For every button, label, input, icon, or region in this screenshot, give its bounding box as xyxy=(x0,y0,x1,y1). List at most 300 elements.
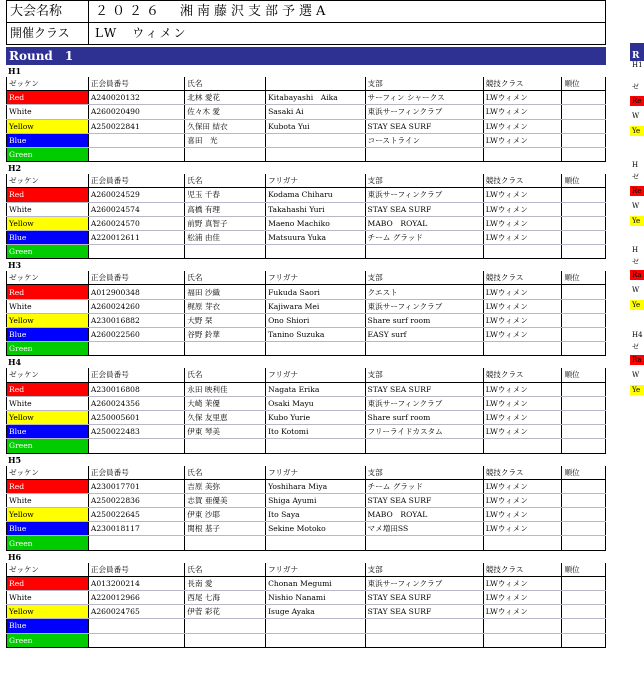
heat-label: H6 xyxy=(8,551,22,562)
competition-class: LWウィメン xyxy=(483,285,562,299)
rank-cell[interactable] xyxy=(562,216,606,230)
surfer-furigana: Isuge Ayaka xyxy=(266,605,365,619)
surfer-name: 児玉 千春 xyxy=(185,188,266,202)
next-page-column xyxy=(630,0,644,699)
surfer-name: 久保田 結衣 xyxy=(185,119,266,133)
side-label: Re xyxy=(632,187,642,195)
side-label: ゼ xyxy=(632,258,639,266)
surfer-furigana: Ono Shiori xyxy=(266,313,365,327)
rank-cell[interactable] xyxy=(562,119,606,133)
surfer-row xyxy=(7,216,606,230)
branch: 東浜サーフィンクラブ xyxy=(365,299,483,313)
rank-cell[interactable] xyxy=(562,105,606,119)
competition-class: LWウィメン xyxy=(483,299,562,313)
branch: 東浜サーフィンクラブ xyxy=(365,105,483,119)
zekken-color: Green xyxy=(7,536,89,550)
competition-class: LWウィメン xyxy=(483,396,562,410)
branch: 東浜サーフィンクラブ xyxy=(365,188,483,202)
rank-cell[interactable] xyxy=(562,230,606,244)
member-number: A260024260 xyxy=(88,299,184,313)
surfer-name: 長南 愛 xyxy=(185,576,266,590)
column-header: 氏名 xyxy=(185,563,266,577)
zekken-color: Red xyxy=(7,479,89,493)
competition-class: LWウィメン xyxy=(483,216,562,230)
surfer-row xyxy=(7,147,606,161)
column-header: 正会員番号 xyxy=(88,174,184,188)
heat-table xyxy=(6,77,606,162)
heats-container xyxy=(6,65,606,648)
column-header: 順位 xyxy=(562,174,606,188)
side-label: Ra xyxy=(632,271,642,279)
surfer-name: 松浦 由佳 xyxy=(185,230,266,244)
surfer-row xyxy=(7,633,606,647)
competition-class: LWウィメン xyxy=(483,425,562,439)
surfer-furigana: Sekine Motoko xyxy=(266,522,365,536)
surfer-row xyxy=(7,133,606,147)
side-round-letter: R xyxy=(632,51,640,61)
branch xyxy=(365,633,483,647)
event-class-row xyxy=(6,22,606,45)
surfer-name: 喜田 光 xyxy=(185,133,266,147)
column-header: 競技クラス xyxy=(483,563,562,577)
rank-cell[interactable] xyxy=(562,396,606,410)
side-label: Ra xyxy=(632,356,642,364)
member-number: A230016882 xyxy=(88,313,184,327)
member-number: A260024765 xyxy=(88,605,184,619)
column-header: フリガナ xyxy=(266,174,365,188)
competition-class: LWウィメン xyxy=(483,576,562,590)
heat-label: H1 xyxy=(8,66,22,76)
branch: MABO ROYAL xyxy=(365,216,483,230)
surfer-name: 前野 真智子 xyxy=(185,216,266,230)
competition-class: LWウィメン xyxy=(483,605,562,619)
zekken-color: Red xyxy=(7,285,89,299)
event-class-label: 開催クラス xyxy=(7,23,89,44)
competition-class: LWウィメン xyxy=(483,328,562,342)
surfer-row xyxy=(7,188,606,202)
branch: MABO ROYAL xyxy=(365,508,483,522)
surfer-name: 志賀 亜優美 xyxy=(185,493,266,507)
column-header: 順位 xyxy=(562,563,606,577)
member-number: A220012966 xyxy=(88,591,184,605)
surfer-row xyxy=(7,299,606,313)
surfer-row xyxy=(7,119,606,133)
competition-class: LWウィメン xyxy=(483,382,562,396)
member-number: A250022841 xyxy=(88,119,184,133)
side-label: W xyxy=(632,371,640,379)
surfer-name: 高橋 有理 xyxy=(185,202,266,216)
rank-cell[interactable] xyxy=(562,147,606,161)
zekken-color: Yellow xyxy=(7,410,89,424)
surfer-name: 吉原 美弥 xyxy=(185,479,266,493)
heat-column-headers xyxy=(7,563,606,577)
surfer-row xyxy=(7,508,606,522)
competition-class: LWウィメン xyxy=(483,105,562,119)
surfer-furigana: Fukuda Saori xyxy=(266,285,365,299)
column-header: ゼッケン xyxy=(7,271,89,285)
surfer-name: 佐々木 愛 xyxy=(185,105,266,119)
column-header: 支部 xyxy=(365,271,483,285)
member-number: A250022645 xyxy=(88,508,184,522)
surfer-row xyxy=(7,285,606,299)
heat-column-headers xyxy=(7,466,606,480)
heat-column-headers xyxy=(7,368,606,382)
surfer-furigana: Osaki Mayu xyxy=(266,396,365,410)
event-class-value: LW ウィメン xyxy=(95,26,188,40)
rank-cell[interactable] xyxy=(562,382,606,396)
member-number xyxy=(88,536,184,550)
member-number: A260024529 xyxy=(88,188,184,202)
zekken-color: White xyxy=(7,591,89,605)
column-header: 氏名 xyxy=(185,174,266,188)
branch xyxy=(365,439,483,453)
rank-cell[interactable] xyxy=(562,299,606,313)
surfer-name: 大野 栞 xyxy=(185,313,266,327)
member-number: A220012611 xyxy=(88,230,184,244)
surfer-row xyxy=(7,479,606,493)
branch: Share surf room xyxy=(365,410,483,424)
zekken-color: Red xyxy=(7,576,89,590)
surfer-furigana: Kubota Yui xyxy=(266,119,365,133)
branch xyxy=(365,342,483,356)
zekken-color: Yellow xyxy=(7,313,89,327)
zekken-color: White xyxy=(7,202,89,216)
rank-cell[interactable] xyxy=(562,285,606,299)
column-header: 支部 xyxy=(365,466,483,480)
zekken-color: Blue xyxy=(7,328,89,342)
surfer-furigana: Yoshihara Miya xyxy=(266,479,365,493)
zekken-color: Green xyxy=(7,245,89,259)
rank-cell[interactable] xyxy=(562,605,606,619)
rank-cell[interactable] xyxy=(562,479,606,493)
side-label: Ye xyxy=(632,127,641,135)
member-number: A230018117 xyxy=(88,522,184,536)
side-label: ゼ xyxy=(632,173,639,181)
surfer-row xyxy=(7,591,606,605)
surfer-name: 伊東 琴美 xyxy=(185,425,266,439)
side-label: Ye xyxy=(632,386,641,394)
surfer-name: 伊菅 彩花 xyxy=(185,605,266,619)
member-number xyxy=(88,439,184,453)
surfer-row xyxy=(7,410,606,424)
competition-class xyxy=(483,619,562,633)
column-header: ゼッケン xyxy=(7,174,89,188)
competition-class: LWウィメン xyxy=(483,508,562,522)
rank-cell[interactable] xyxy=(562,591,606,605)
surfer-name xyxy=(185,633,266,647)
zekken-color: Yellow xyxy=(7,216,89,230)
zekken-color: Yellow xyxy=(7,605,89,619)
column-header: 支部 xyxy=(365,563,483,577)
member-number xyxy=(88,147,184,161)
surfer-furigana xyxy=(266,133,365,147)
member-number xyxy=(88,245,184,259)
competition-class: LWウィメン xyxy=(483,313,562,327)
side-label: W xyxy=(632,112,640,120)
column-header: 正会員番号 xyxy=(88,77,184,91)
branch xyxy=(365,536,483,550)
competition-class: LWウィメン xyxy=(483,591,562,605)
heat-label: H2 xyxy=(8,163,22,174)
rank-cell[interactable] xyxy=(562,425,606,439)
member-number: A013200214 xyxy=(88,576,184,590)
surfer-row xyxy=(7,202,606,216)
branch: チーム グラッド xyxy=(365,230,483,244)
competition-class: LWウィメン xyxy=(483,522,562,536)
rank-cell[interactable] xyxy=(562,493,606,507)
branch: STAY SEA SURF xyxy=(365,591,483,605)
competition-class: LWウィメン xyxy=(483,230,562,244)
competition-class: LWウィメン xyxy=(483,479,562,493)
zekken-color: Red xyxy=(7,382,89,396)
surfer-furigana: Ito Saya xyxy=(266,508,365,522)
surfer-furigana: Ito Kotomi xyxy=(266,425,365,439)
heat-table xyxy=(6,271,606,356)
rank-cell[interactable] xyxy=(562,439,606,453)
rank-cell[interactable] xyxy=(562,508,606,522)
zekken-color: Red xyxy=(7,188,89,202)
zekken-color: Blue xyxy=(7,230,89,244)
surfer-name: 西尾 七海 xyxy=(185,591,266,605)
heat-column-headers xyxy=(7,174,606,188)
surfer-name xyxy=(185,147,266,161)
surfer-furigana xyxy=(266,342,365,356)
surfer-row xyxy=(7,396,606,410)
surfer-name xyxy=(185,536,266,550)
zekken-color: Green xyxy=(7,439,89,453)
rank-cell[interactable] xyxy=(562,328,606,342)
competition-class: LWウィメン xyxy=(483,202,562,216)
column-header: ゼッケン xyxy=(7,77,89,91)
rank-cell[interactable] xyxy=(562,91,606,105)
zekken-color: Yellow xyxy=(7,119,89,133)
surfer-furigana xyxy=(266,245,365,259)
rank-cell[interactable] xyxy=(562,576,606,590)
surfer-name: 大崎 茉優 xyxy=(185,396,266,410)
surfer-row xyxy=(7,382,606,396)
rank-cell[interactable] xyxy=(562,410,606,424)
branch: 東浜サーフィンクラブ xyxy=(365,576,483,590)
column-header: 正会員番号 xyxy=(88,563,184,577)
branch: STAY SEA SURF xyxy=(365,119,483,133)
surfer-name: 谷野 鈴華 xyxy=(185,328,266,342)
rank-cell[interactable] xyxy=(562,188,606,202)
surfer-name xyxy=(185,342,266,356)
surfer-furigana: Chonan Megumi xyxy=(266,576,365,590)
branch: サーフィン シャークス xyxy=(365,91,483,105)
side-label: ゼ xyxy=(632,83,639,91)
side-round-bar xyxy=(630,43,644,61)
zekken-color: Green xyxy=(7,633,89,647)
surfer-furigana: Shiga Ayumi xyxy=(266,493,365,507)
competition-class xyxy=(483,245,562,259)
competition-class xyxy=(483,147,562,161)
column-header: 順位 xyxy=(562,368,606,382)
competition-class xyxy=(483,536,562,550)
surfer-furigana: Maeno Machiko xyxy=(266,216,365,230)
column-header: ゼッケン xyxy=(7,368,89,382)
branch: 東浜サーフィンクラブ xyxy=(365,396,483,410)
surfer-furigana: Kitabayashi Aika xyxy=(266,91,365,105)
side-label: Ye xyxy=(632,217,641,225)
surfer-furigana xyxy=(266,536,365,550)
surfer-furigana: Kajiwara Mei xyxy=(266,299,365,313)
column-header: 正会員番号 xyxy=(88,368,184,382)
side-label: W xyxy=(632,202,640,210)
zekken-color: Blue xyxy=(7,619,89,633)
surfer-row xyxy=(7,245,606,259)
rank-cell[interactable] xyxy=(562,313,606,327)
side-label: H1 xyxy=(632,61,643,69)
competition-class: LWウィメン xyxy=(483,493,562,507)
competition-class: LWウィメン xyxy=(483,410,562,424)
rank-cell[interactable] xyxy=(562,619,606,633)
member-number: A250005601 xyxy=(88,410,184,424)
member-number: A012900348 xyxy=(88,285,184,299)
member-number: A230016808 xyxy=(88,382,184,396)
surfer-row xyxy=(7,605,606,619)
surfer-row xyxy=(7,105,606,119)
surfer-furigana: Tanino Suzuka xyxy=(266,328,365,342)
column-header: フリガナ xyxy=(266,271,365,285)
column-header: 順位 xyxy=(562,271,606,285)
surfer-furigana: Kubo Yurie xyxy=(266,410,365,424)
column-header: 支部 xyxy=(365,368,483,382)
column-header: 氏名 xyxy=(185,77,266,91)
column-header: フリガナ xyxy=(266,563,365,577)
zekken-color: Blue xyxy=(7,133,89,147)
column-header: 氏名 xyxy=(185,271,266,285)
surfer-furigana: Kodama Chiharu xyxy=(266,188,365,202)
event-name-value: ２０２６ 湘南藤沢支部予選A xyxy=(95,4,330,19)
surfer-furigana: Nishio Nanami xyxy=(266,591,365,605)
column-header: フリガナ xyxy=(266,466,365,480)
surfer-row xyxy=(7,91,606,105)
rank-cell[interactable] xyxy=(562,245,606,259)
member-number xyxy=(88,619,184,633)
branch: STAY SEA SURF xyxy=(365,202,483,216)
column-header: ゼッケン xyxy=(7,563,89,577)
member-number: A250022483 xyxy=(88,425,184,439)
zekken-color: White xyxy=(7,299,89,313)
surfer-row xyxy=(7,313,606,327)
rank-cell[interactable] xyxy=(562,633,606,647)
competition-class: LWウィメン xyxy=(483,133,562,147)
surfer-row xyxy=(7,619,606,633)
surfer-furigana: Matsuura Yuka xyxy=(266,230,365,244)
surfer-row xyxy=(7,493,606,507)
branch: クエスト xyxy=(365,285,483,299)
heat-table xyxy=(6,368,606,453)
rank-cell[interactable] xyxy=(562,342,606,356)
surfer-name: 伊東 沙耶 xyxy=(185,508,266,522)
surfer-furigana xyxy=(266,439,365,453)
surfer-name: 梶原 芽衣 xyxy=(185,299,266,313)
heat-column-headers xyxy=(7,77,606,91)
branch xyxy=(365,619,483,633)
surfer-name: 関根 基子 xyxy=(185,522,266,536)
member-number xyxy=(88,133,184,147)
zekken-color: Green xyxy=(7,147,89,161)
column-header xyxy=(266,77,365,91)
zekken-color: Green xyxy=(7,342,89,356)
member-number xyxy=(88,633,184,647)
zekken-color: Blue xyxy=(7,425,89,439)
zekken-color: White xyxy=(7,396,89,410)
zekken-color: Red xyxy=(7,91,89,105)
surfer-furigana: Sasaki Ai xyxy=(266,105,365,119)
competition-class xyxy=(483,342,562,356)
zekken-color: Blue xyxy=(7,522,89,536)
surfer-name: 北林 愛花 xyxy=(185,91,266,105)
column-header: 競技クラス xyxy=(483,174,562,188)
column-header: フリガナ xyxy=(266,368,365,382)
member-number: A260024574 xyxy=(88,202,184,216)
event-name-row xyxy=(6,0,606,22)
rank-cell[interactable] xyxy=(562,202,606,216)
branch: STAY SEA SURF xyxy=(365,605,483,619)
branch: フリーライドカスタム xyxy=(365,425,483,439)
zekken-color: White xyxy=(7,493,89,507)
competition-class: LWウィメン xyxy=(483,119,562,133)
surfer-row xyxy=(7,425,606,439)
column-header: 正会員番号 xyxy=(88,271,184,285)
surfer-furigana: Nagata Erika xyxy=(266,382,365,396)
branch: STAY SEA SURF xyxy=(365,493,483,507)
member-number: A240020132 xyxy=(88,91,184,105)
rank-cell[interactable] xyxy=(562,522,606,536)
surfer-row xyxy=(7,576,606,590)
branch xyxy=(365,245,483,259)
surfer-furigana xyxy=(266,147,365,161)
competition-class: LWウィメン xyxy=(483,188,562,202)
side-label: Re xyxy=(632,97,642,105)
branch: コーストライン xyxy=(365,133,483,147)
member-number: A260024356 xyxy=(88,396,184,410)
competition-class xyxy=(483,439,562,453)
zekken-color: White xyxy=(7,105,89,119)
rank-cell[interactable] xyxy=(562,536,606,550)
column-header: 競技クラス xyxy=(483,368,562,382)
branch: STAY SEA SURF xyxy=(365,382,483,396)
surfer-row xyxy=(7,522,606,536)
heat-label: H3 xyxy=(8,260,22,271)
member-number: A250022836 xyxy=(88,493,184,507)
surfer-furigana xyxy=(266,633,365,647)
competition-class xyxy=(483,633,562,647)
surfer-name: 永田 映利佳 xyxy=(185,382,266,396)
column-header: ゼッケン xyxy=(7,466,89,480)
heat-label: H4 xyxy=(8,357,22,368)
surfer-row xyxy=(7,342,606,356)
column-header: 順位 xyxy=(562,77,606,91)
heat-label: H5 xyxy=(8,454,22,465)
branch: マメ増田SS xyxy=(365,522,483,536)
side-label: H xyxy=(632,246,639,254)
side-label: Ye xyxy=(632,301,641,309)
event-name-label: 大会名称 xyxy=(7,1,89,22)
member-number xyxy=(88,342,184,356)
surfer-name: 久保 友里恵 xyxy=(185,410,266,424)
member-number: A260022560 xyxy=(88,328,184,342)
surfer-furigana xyxy=(266,619,365,633)
member-number: A260024570 xyxy=(88,216,184,230)
zekken-color: Yellow xyxy=(7,508,89,522)
rank-cell[interactable] xyxy=(562,133,606,147)
column-header: 氏名 xyxy=(185,368,266,382)
surfer-furigana: Takahashi Yuri xyxy=(266,202,365,216)
heat-table xyxy=(6,563,606,648)
